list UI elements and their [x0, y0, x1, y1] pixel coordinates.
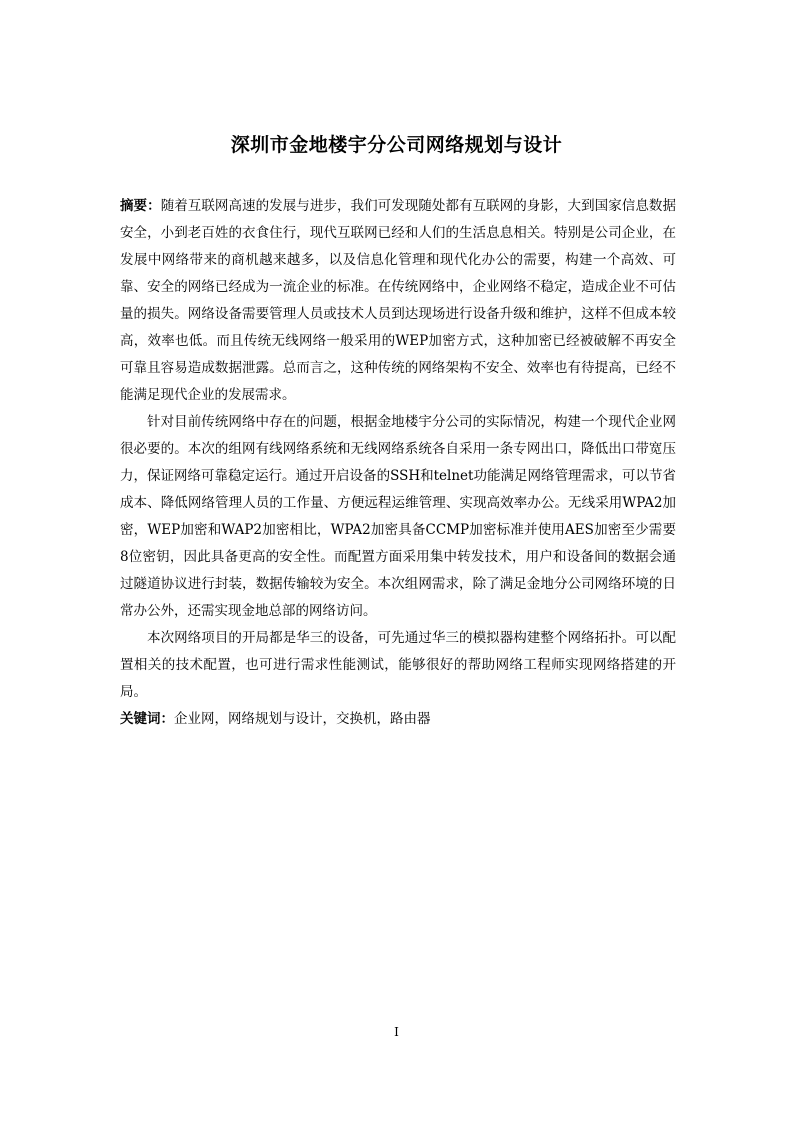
abstract-paragraph-3: 本次网络项目的开局都是华三的设备，可先通过华三的模拟器构建整个网络拓扑。可以配置相关的技术配置，也可进行需求性能测试，能够很好的帮助网络工程师实现网络搭建的开局。 — [120, 630, 676, 700]
abstract-paragraph-2: 针对目前传统网络中存在的问题，根据金地楼宇分公司的实际情况，构建一个现代企业网很必要的。本次的组网有线网络系统和无线网络系统各自采用一条专网出口，降低出口带宽压力，保证网络可靠稳定运行。通过开启设备的SSH和telnet功能满足网络管理需求，可以节省成本、降低网络管理人员的工作量、方便远程运维管理、实现高效率办公。无线采用WPA2加密，WEP加密和WAP2加密相比，WPA2加密具备CCMP加密标准并使用AES加密至少需要8位密钥，因此具备更高的安全性。而配置方面采用集中转发技术，用户和设备间的数据会通过隧道协议进行封装，数据传输较为安全。本次组网需求，除了满足金地分公司网络环境的日常办公外，还需实现金地总部的网络访问。 — [120, 414, 676, 619]
abstract-section — [120, 193, 676, 733]
document-title: 深圳市金地楼宇分公司网络规划与设计 — [230, 134, 563, 156]
keywords-line — [120, 706, 676, 733]
keywords-value: 企业网，网络规划与设计，交换机，路由器 — [174, 711, 431, 727]
keywords-label: 关键词： — [120, 711, 174, 727]
abstract-paragraph-1 — [120, 193, 676, 409]
abstract-label: 摘要： — [120, 198, 161, 214]
abstract-text-1: 随着互联网高速的发展与进步，我们可发现随处都有互联网的身影，大到国家信息数据安全，小到老百姓的衣食住行，现代互联网已经和人们的生活息息相关。特别是公司企业，在发展中网络带来的商机越来越多，以及信息化管理和现代化办公的需要，构建一个高效、可靠、安全的网络已经成为一流企业的标准。在传统网络中，企业网络不稳定，造成企业不可估量的损失。网络设备需要管理人员或技术人员到达现场进行设备升级和维护，这样不但成本较高，效率也低。而且传统无线网络一般采用的WEP加密方式，这种加密已经被破解不再安全可靠且容易造成数据泄露。总而言之，这种传统的网络架构不安全、效率也有待提高，已经不能满足现代企业的发展需求。 — [120, 198, 676, 403]
page-number: I — [394, 1025, 399, 1039]
